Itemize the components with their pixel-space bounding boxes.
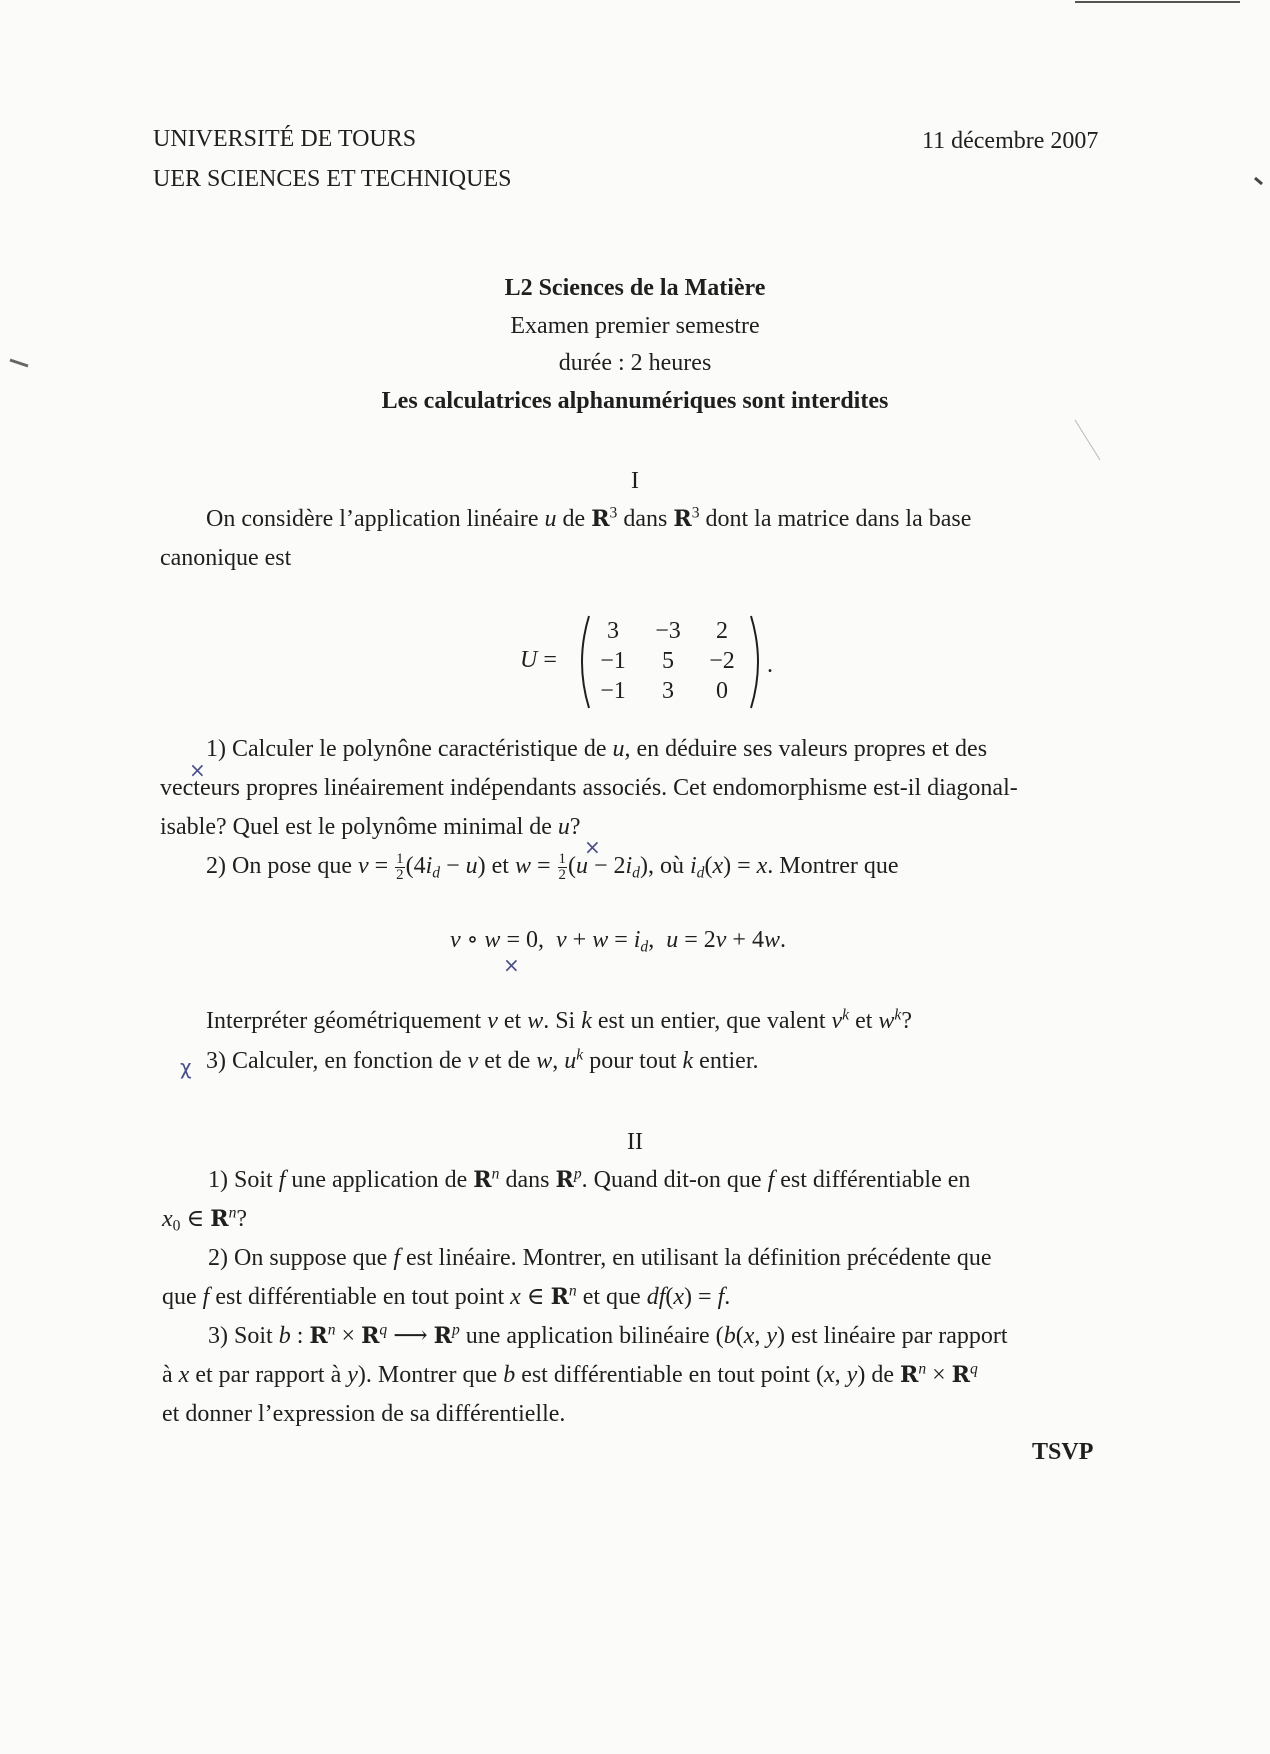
pen-mark-icon: × (503, 953, 520, 977)
section-2-question-3: 3) Soit b : $R^n \times R^q$ ⟶ $R^p$ une application bilinéaire (b(x, y) est linéaire par rapport à x et par rapport à y). Montrer que b est différentiable en tout point (x, y) de $R^n \times R^q$ et donner l’expression de sa différentielle. (162, 1321, 1008, 1427)
matrix-period: . (767, 652, 773, 678)
matrix-cell: 3 (662, 678, 674, 704)
matrix-cell: −3 (655, 618, 681, 644)
section-2-heading: II (627, 1129, 643, 1155)
faculty-name: UER SCIENCES ET TECHNIQUES (153, 166, 512, 192)
pen-mark-icon: × (584, 835, 601, 859)
section-1-question-3: 3) Calculer, en fonction de v et de w, $u^k$ pour tout k entier. (206, 1046, 759, 1074)
section-1-interpretation: Interpréter géométriquement v et w. Si k est un entier, que valent $v^k$ et $w^k$? (206, 1006, 912, 1034)
matrix-label: U = (520, 647, 557, 673)
section-1-question-2: 2) On pose que v = $\frac{1}{2}$ $(4i_d - u)$ et w = $\frac{1}{2}$ $(u - 2i_d)$, où $i_d(x) = x$. Montrer que (206, 851, 899, 883)
section-1-intro: On considère l’application linéaire u de $R^3$ dans $R^3$ dont la matrice dans la base canonique est (160, 504, 972, 571)
matrix-cell: 2 (716, 618, 728, 644)
tsvp-label: TSVP (1032, 1439, 1094, 1465)
exam-subtitle: Examen premier semestre (510, 313, 760, 339)
matrix-cell: 3 (607, 618, 619, 644)
pen-mark-icon: χ (180, 1055, 192, 1079)
matrix-cell: 0 (716, 678, 728, 704)
equation-relations: v ∘ w = 0, $v + w = i_d$, u = 2v + 4w. (450, 927, 786, 956)
exam-duration: durée : 2 heures (558, 350, 712, 376)
university-name: UNIVERSITÉ DE TOURS (153, 126, 417, 152)
section-1-question-1: 1) Calculer le polynône caractéristique de u, en déduire ses valeurs propres et des vecteurs propres linéairement indépendants associés. Cet endomorphisme est-il diagonal- isable? Quel est le polynôme minimal de u? (160, 736, 1018, 840)
matrix-cell: −1 (600, 678, 626, 704)
exam-date: 11 décembre 2007 (922, 128, 1099, 154)
course-title: L2 Sciences de la Matière (504, 275, 766, 301)
section-2-question-2: 2) On suppose que f est linéaire. Montrer, en utilisant la définition précédente que que f est différentiable en tout point x ∈ $R^n$ et que df(x) = f. (162, 1245, 992, 1310)
calculator-rule: Les calculatrices alphanumériques sont interdites (381, 388, 889, 414)
matrix-cell: −2 (709, 648, 735, 674)
matrix-cell: 5 (662, 648, 674, 674)
pen-mark-icon: × (189, 758, 206, 782)
section-1-heading: I (631, 468, 639, 494)
section-2-question-1: 1) Soit f une application de $R^n$ dans $R^p$. Quand dit-on que f est différentiable en $x_0$ ∈ $R^n$? (162, 1165, 971, 1235)
matrix-cell: −1 (600, 648, 626, 674)
